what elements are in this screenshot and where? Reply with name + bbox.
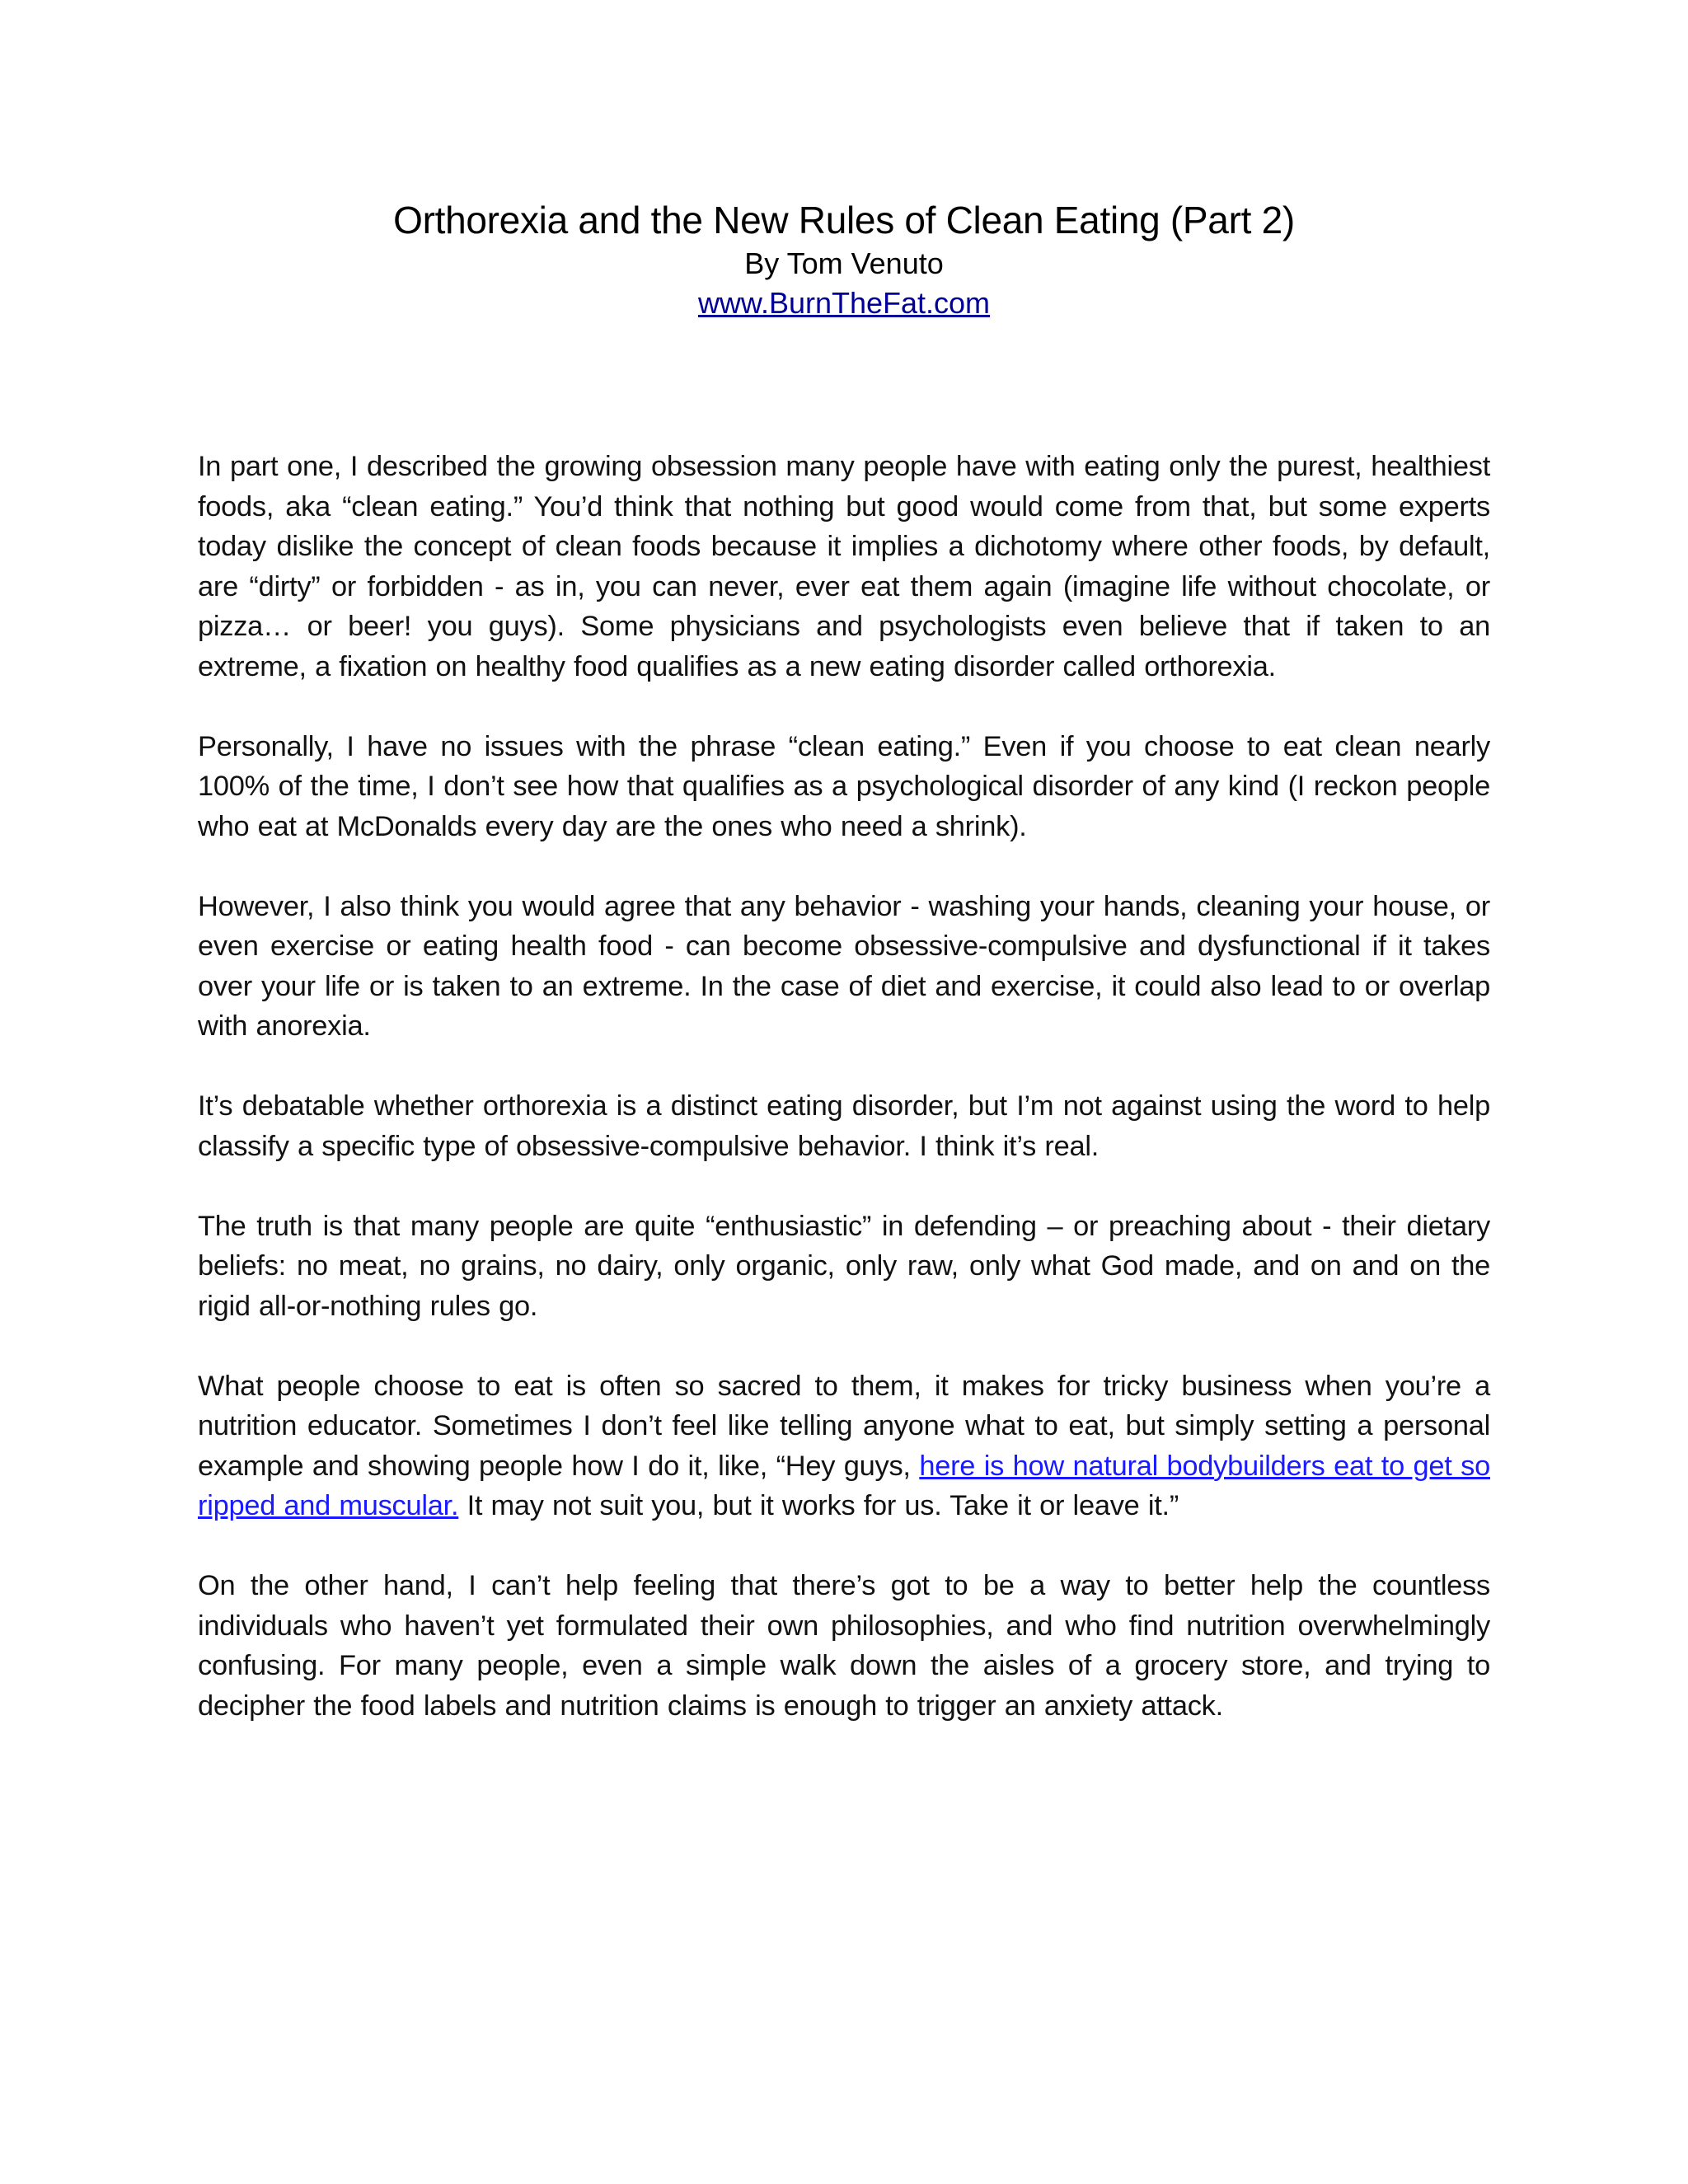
paragraph-7: On the other hand, I can’t help feeling that there’s got to be a way to better help the countless individuals who haven’t yet formulated their own philosophies, and who find nutrition overwhelmingly confusing. For many people, even a simple walk down the aisles of a grocery store, and trying to decipher the food labels and nutrition claims is enough to trigger an anxiety attack.: [198, 1570, 1490, 1722]
paragraph-6: [198, 1366, 1490, 1526]
paragraph-1: In part one, I described the growing obsession many people have with eating only the purest, healthiest foods, aka “clean eating.” You’d think that nothing but good would come from that, but some experts today dislike the concept of clean foods because it implies a dichotomy where other foods, by default, are “dirty” or forbidden - as in, you can never, ever eat them again (imagine life without chocolate, or pizza… or beer! you guys). Some physicians and psychologists even believe that if taken to an extreme, a fixation on healthy food qualifies as a new eating disorder called orthorexia.: [198, 451, 1490, 682]
article-body: [198, 447, 1490, 1766]
paragraph-5: The truth is that many people are quite “enthusiastic” in defending – or preaching about - their dietary beliefs: no meat, no grains, no dairy, only organic, only raw, only what God made, and on and on the rigid all-or-nothing rules go.: [198, 1210, 1490, 1322]
website-link[interactable]: www.BurnTheFat.com: [697, 286, 991, 320]
natural-bodybuilders-link[interactable]: here is how natural bodybuilders eat to get so ripped and muscular.: [198, 1450, 1490, 1521]
paragraph-2: Personally, I have no issues with the phrase “clean eating.” Even if you choose to eat clean nearly 100% of the time, I don’t see how that qualifies as a psychological disorder of any kind (I reckon people who eat at McDonalds every day are the ones who need a shrink).: [198, 730, 1490, 842]
paragraph-3: However, I also think you would agree that any behavior - washing your hands, cleaning your house, or even exercise or eating health food - can become obsessive-compulsive and dysfunctional if it takes over your life or is taken to an extreme. In the case of diet and exercise, it could also lead to or overlap with anorexia.: [198, 890, 1490, 1042]
document-header: [0, 196, 1688, 323]
document-title: Orthorexia and the New Rules of Clean Eating (Part 2): [393, 199, 1295, 241]
paragraph-6-text-before: What people choose to eat is often so sacred to them, it makes for tricky business when you’re a nutrition educator. Sometimes I don’t feel like telling anyone what to eat, but simply setting a personal example and showing people how I do it, like, “Hey guys,: [198, 1370, 1490, 1482]
paragraph-4: It’s debatable whether orthorexia is a distinct eating disorder, but I’m not against using the word to help classify a specific type of obsessive-compulsive behavior. I think it’s real.: [198, 1090, 1490, 1162]
author-byline: By Tom Venuto: [744, 246, 944, 280]
paragraph-6-text-after: It may not suit you, but it works for us. Take it or leave it.”: [458, 1490, 1179, 1521]
